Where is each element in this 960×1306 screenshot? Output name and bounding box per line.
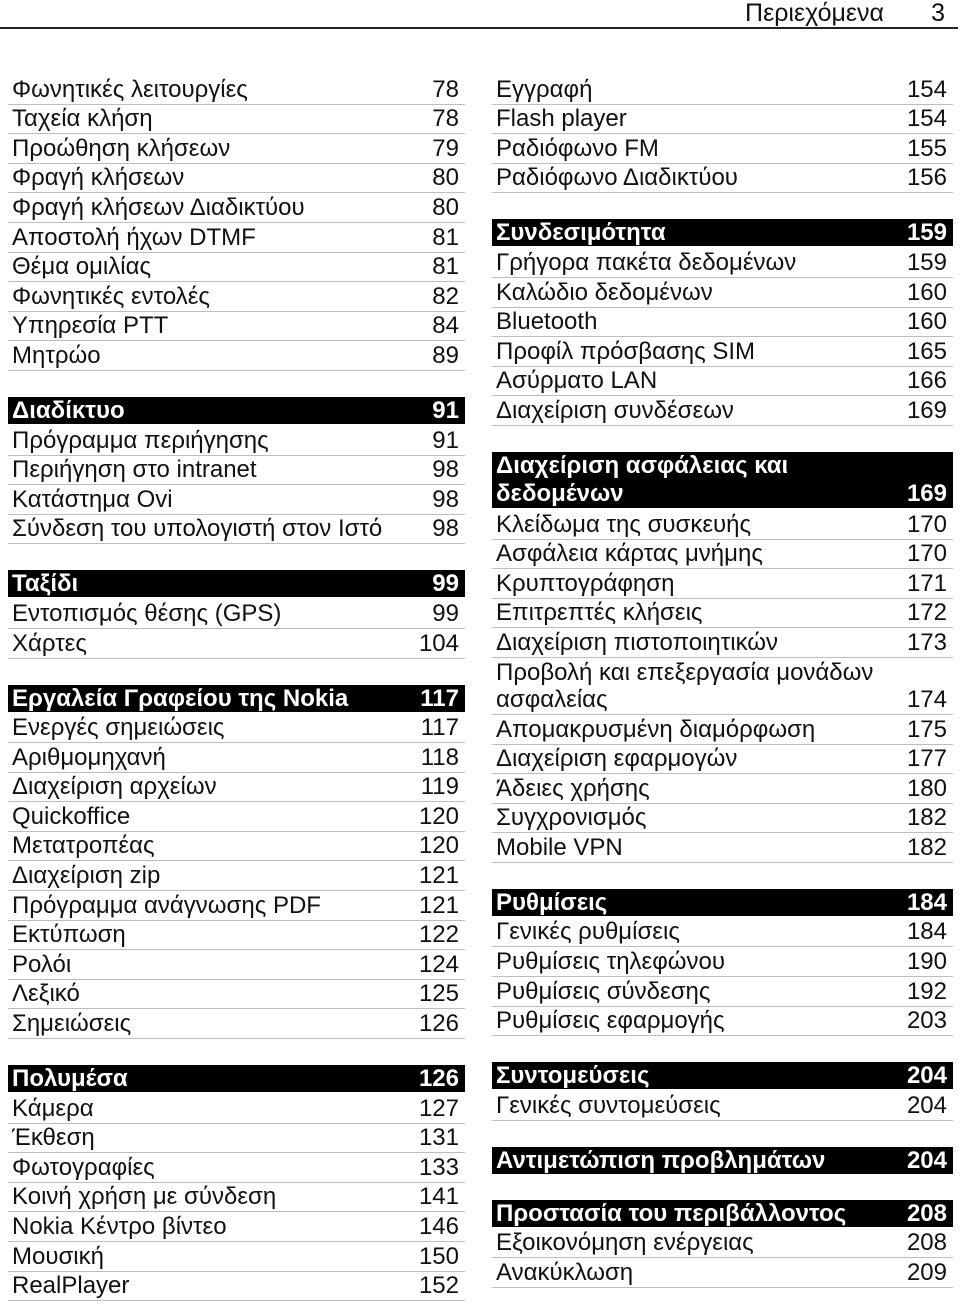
toc-entry-title: Ραδιόφωνο FM [496, 134, 659, 162]
toc-entry [8, 921, 465, 951]
toc-entry-page: 98 [432, 456, 459, 484]
toc-entry [8, 743, 465, 773]
toc-entry [492, 804, 953, 834]
toc-entry [492, 745, 953, 775]
toc-entry-page: 124 [418, 950, 459, 978]
toc-entry-page: 150 [418, 1242, 459, 1270]
toc-entry [492, 248, 953, 278]
toc-entry-title: Κατάστημα Ovi [12, 485, 173, 513]
toc-entry [8, 485, 465, 515]
running-title: Περιεχόμενα [745, 0, 884, 27]
page-number: 3 [931, 0, 945, 27]
toc-entry-title: Κάμερα [12, 1094, 94, 1122]
toc-entry-title: Σύνδεση του υπολογιστή στον Ιστό [12, 515, 383, 543]
toc-entry-page: 117 [420, 714, 459, 742]
toc-entry-page: 173 [906, 628, 947, 656]
toc-entry [8, 599, 465, 629]
toc-entry-title: Κοινή χρήση με σύνδεση [12, 1183, 277, 1211]
toc-entry [492, 1229, 953, 1259]
toc-entry-page: 104 [418, 629, 459, 657]
toc-entry-title: Bluetooth [496, 308, 598, 336]
toc-entry-title: Υπηρεσία PTT [12, 312, 169, 340]
toc-entry [492, 278, 953, 308]
toc-entry [8, 1009, 465, 1039]
toc-group [492, 1147, 953, 1174]
toc-entry [492, 164, 953, 194]
toc-entry [492, 918, 953, 948]
toc-entry-page: 119 [420, 773, 459, 801]
toc-entry-title: Προβολή και επεξεργασία μονάδων ασφαλείας [496, 658, 874, 713]
toc-entry-page: 121 [418, 862, 459, 890]
toc-entry-title: Μητρώο [12, 341, 101, 369]
toc-entry [8, 282, 465, 312]
section-header [8, 570, 465, 597]
toc-entry-page: 98 [432, 515, 459, 543]
toc-entry [8, 1094, 465, 1124]
toc-entry [8, 802, 465, 832]
toc-entry-page: 91 [432, 426, 459, 454]
toc-entry [492, 540, 953, 570]
toc-entry-title: Άδειες χρήσης [496, 774, 650, 802]
toc-entry [8, 164, 465, 194]
toc-entry-page: 184 [906, 918, 947, 946]
toc-entry-title: RealPlayer [12, 1272, 130, 1300]
toc-entry-title: Ρυθμίσεις τηλεφώνου [496, 948, 726, 976]
toc-entry-page: 160 [906, 308, 947, 336]
section-header [8, 397, 465, 424]
toc-entry-title: Ταχεία κλήση [12, 105, 153, 133]
toc-entry [492, 1007, 953, 1037]
toc-entry-title: Διαχείριση αρχείων [12, 773, 217, 801]
toc-entry [492, 599, 953, 629]
toc-entry [8, 75, 465, 105]
toc-entry-page: 126 [418, 1010, 459, 1038]
toc-entry [8, 714, 465, 744]
toc-entry-title: Διαχείριση πιστοποιητικών [496, 628, 779, 656]
toc-entry-title: Φωτογραφίες [12, 1153, 155, 1181]
toc-entry-title: Ρολόι [12, 950, 72, 978]
toc-group [8, 75, 465, 371]
toc-entry-title: Ρυθμίσεις εφαρμογής [496, 1007, 725, 1035]
toc-entry [492, 977, 953, 1007]
toc-group [492, 1200, 953, 1288]
toc-entry-page: 84 [432, 312, 459, 340]
toc-entry-title: Απομακρυσμένη διαμόρφωση [496, 715, 816, 743]
toc-entry-page: 204 [906, 1091, 947, 1119]
section-header [492, 1147, 953, 1174]
toc-entry-title: Αριθμομηχανή [12, 743, 166, 771]
toc-entry-title: Χάρτες [12, 629, 87, 657]
section-title: Συνδεσιμότητα [496, 219, 666, 247]
toc-entry-title: Έκθεση [12, 1124, 95, 1152]
toc-entry-page: 155 [906, 134, 947, 162]
toc-entry [8, 1153, 465, 1183]
section-page: 169 [906, 479, 947, 507]
toc-group [8, 397, 465, 544]
toc-entry [8, 341, 465, 371]
toc-group [492, 1062, 953, 1121]
toc-entry-page: 98 [432, 485, 459, 513]
toc-entry-page: 166 [906, 367, 947, 395]
toc-entry [8, 832, 465, 862]
toc-entry-page: 141 [418, 1183, 459, 1211]
toc-entry-page: 79 [432, 134, 459, 162]
toc-entry-title: Ραδιόφωνο Διαδικτύου [496, 164, 738, 192]
right-column [492, 75, 953, 1288]
toc-entry-title: Ασφάλεια κάρτας μνήμης [496, 540, 763, 568]
toc-entry-title: Γενικές συντομεύσεις [496, 1091, 721, 1119]
toc-entry-title: Περιήγηση στο intranet [12, 456, 257, 484]
toc-group [492, 75, 953, 193]
section-page: 204 [906, 1146, 947, 1174]
toc-entry-title: Πρόγραμμα περιήγησης [12, 426, 269, 454]
toc-entry [8, 134, 465, 164]
toc-entry [492, 1258, 953, 1288]
toc-entry-title: Mobile VPN [496, 833, 623, 861]
toc-entry-page: 182 [906, 804, 947, 832]
toc-entry [8, 456, 465, 486]
toc-entry-page: 120 [418, 802, 459, 830]
section-page: 91 [432, 396, 459, 424]
toc-entry [492, 658, 953, 715]
toc-entry-page: 169 [906, 396, 947, 424]
toc-entry-page: 182 [906, 833, 947, 861]
toc-entry-title: Nokia Κέντρο βίντεο [12, 1213, 227, 1240]
toc-entry-page: 133 [418, 1153, 459, 1181]
toc-entry-page: 172 [906, 599, 947, 627]
toc-entry-title: Ασύρματο LAN [496, 367, 658, 395]
toc-entry-page: 170 [906, 510, 947, 538]
section-header [492, 1200, 953, 1227]
left-column [8, 75, 465, 1301]
toc-entry [492, 105, 953, 135]
toc-entry-page: 208 [906, 1229, 947, 1257]
toc-entry-page: 165 [906, 337, 947, 365]
toc-entry-title: Quickoffice [12, 802, 131, 830]
section-title: Διαδίκτυο [12, 396, 125, 424]
section-header [492, 1062, 953, 1089]
toc-entry-title: Εκτύπωση [12, 921, 126, 949]
toc-entry [492, 947, 953, 977]
toc-group [8, 570, 465, 658]
toc-entry-title: Flash player [496, 105, 627, 133]
toc-entry-title: Λεξικό [12, 980, 80, 1008]
toc-entry-title: Εγγραφή [496, 75, 593, 103]
toc-entry-page: 152 [418, 1272, 459, 1300]
toc-entry-page: 121 [418, 891, 459, 919]
toc-entry-title: Φωνητικές λειτουργίες [12, 75, 248, 103]
toc-entry [492, 715, 953, 745]
toc-entry [8, 629, 465, 659]
toc-entry-title: Σημειώσεις [12, 1010, 132, 1038]
toc-entry [492, 628, 953, 658]
section-header [492, 452, 953, 508]
toc-entry-page: 122 [418, 921, 459, 949]
toc-entry [8, 1124, 465, 1154]
toc-entry-title: Αποστολή ήχων DTMF [12, 223, 256, 251]
toc-entry-page: 82 [432, 282, 459, 310]
toc-entry-page: 81 [432, 253, 459, 281]
toc-entry [8, 1272, 465, 1302]
toc-entry [8, 891, 465, 921]
toc-entry [8, 1212, 465, 1242]
toc-entry [8, 223, 465, 253]
toc-entry-page: 81 [432, 223, 459, 251]
toc-entry [492, 510, 953, 540]
toc-group [492, 452, 953, 863]
section-header [492, 889, 953, 916]
toc-entry-page: 120 [418, 832, 459, 860]
toc-entry [8, 1183, 465, 1213]
toc-entry-title: Πρόγραμμα ανάγνωσης PDF [12, 891, 321, 919]
toc-entry-title: Προφίλ πρόσβασης SIM [496, 337, 756, 365]
toc-entry-page: 127 [418, 1094, 459, 1122]
toc-entry-title: Γενικές ρυθμίσεις [496, 918, 680, 946]
toc-entry-page: 146 [418, 1213, 459, 1240]
section-title: Εργαλεία Γραφείου της Nokia [12, 684, 349, 712]
section-title: Διαχείριση ασφάλειας και δεδομένων [496, 451, 789, 507]
toc-entry-page: 89 [432, 341, 459, 369]
toc-entry-title: Διαχείριση εφαρμογών [496, 745, 738, 773]
toc-entry-page: 174 [906, 685, 947, 713]
toc-entry-page: 160 [906, 278, 947, 306]
toc-entry [8, 515, 465, 545]
section-page: 204 [906, 1062, 947, 1090]
toc-entry-page: 180 [906, 774, 947, 802]
toc-entry-title: Επιτρεπτές κλήσεις [496, 599, 703, 627]
toc-entry-page: 209 [906, 1259, 947, 1287]
section-title: Προστασία του περιβάλλοντος [496, 1199, 847, 1227]
toc-entry [8, 773, 465, 803]
toc-group [8, 1065, 465, 1301]
toc-entry-title: Φραγή κλήσεων Διαδικτύου [12, 193, 305, 221]
toc-entry-title: Γρήγορα πακέτα δεδομένων [496, 248, 797, 276]
toc-entry [492, 337, 953, 367]
toc-entry [492, 833, 953, 863]
toc-group [492, 889, 953, 1036]
toc-entry [8, 980, 465, 1010]
toc-entry-page: 159 [906, 248, 947, 276]
section-page: 99 [432, 570, 459, 598]
toc-entry [8, 1242, 465, 1272]
toc-group [492, 219, 953, 426]
section-page: 208 [906, 1199, 947, 1227]
toc-entry-page: 78 [432, 105, 459, 133]
toc-entry [492, 367, 953, 397]
section-page: 117 [420, 684, 459, 712]
toc-entry-page: 190 [906, 948, 947, 976]
section-title: Ρυθμίσεις [496, 888, 608, 916]
toc-entry-title: Ανακύκλωση [496, 1259, 634, 1287]
toc-entry-title: Κρυπτογράφηση [496, 569, 675, 597]
section-title: Πολυμέσα [12, 1065, 128, 1093]
toc-entry-title: Ρυθμίσεις σύνδεσης [496, 977, 711, 1005]
toc-entry-page: 118 [420, 743, 459, 771]
toc-entry-page: 203 [906, 1007, 947, 1035]
toc-entry [8, 426, 465, 456]
toc-entry-page: 175 [906, 715, 947, 743]
toc-entry [8, 861, 465, 891]
section-title: Ταξίδι [12, 570, 79, 598]
toc-entry [492, 569, 953, 599]
page-header [0, 0, 958, 29]
toc-entry-page: 171 [906, 569, 947, 597]
section-header [8, 685, 465, 712]
toc-entry-title: Μουσική [12, 1242, 104, 1270]
toc-entry-page: 170 [906, 540, 947, 568]
toc-entry-title: Εξοικονόμηση ενέργειας [496, 1229, 754, 1257]
toc-entry [8, 193, 465, 223]
section-header [492, 219, 953, 246]
section-page: 159 [906, 219, 947, 247]
section-page: 184 [906, 888, 947, 916]
toc-entry-title: Καλώδιο δεδομένων [496, 278, 713, 306]
toc-entry [492, 75, 953, 105]
toc-entry-title: Φωνητικές εντολές [12, 282, 210, 310]
toc-entry-title: Εντοπισμός θέσης (GPS) [12, 599, 282, 627]
toc-entry-title: Διαχείριση συνδέσεων [496, 396, 734, 424]
toc-entry-page: 131 [418, 1124, 459, 1152]
toc-entry-title: Κλείδωμα της συσκευής [496, 510, 752, 538]
toc-entry-page: 125 [418, 980, 459, 1008]
toc-entry-page: 156 [906, 164, 947, 192]
toc-entry [8, 105, 465, 135]
toc-entry-page: 78 [432, 75, 459, 103]
toc-entry-page: 80 [432, 193, 459, 221]
toc-entry [492, 308, 953, 338]
toc-entry [8, 253, 465, 283]
toc-entry [492, 774, 953, 804]
toc-entry [8, 312, 465, 342]
toc-entry-page: 99 [432, 599, 459, 627]
toc-entry-title: Μετατροπέας [12, 832, 155, 860]
section-header [8, 1065, 465, 1092]
toc-entry [492, 1091, 953, 1121]
section-title: Συντομεύσεις [496, 1062, 650, 1090]
toc-entry-title: Προώθηση κλήσεων [12, 134, 231, 162]
toc-entry [492, 396, 953, 426]
toc-entry [492, 134, 953, 164]
toc-entry-page: 177 [906, 745, 947, 773]
toc-entry-title: Φραγή κλήσεων [12, 164, 185, 192]
section-title: Αντιμετώπιση προβλημάτων [496, 1146, 826, 1174]
toc-entry-title: Ενεργές σημειώσεις [12, 714, 225, 742]
toc-entry-title: Συγχρονισμός [496, 804, 647, 832]
toc-entry [8, 950, 465, 980]
toc-entry-title: Διαχείριση zip [12, 862, 161, 890]
toc-entry-page: 154 [906, 105, 947, 133]
toc-entry-page: 192 [906, 977, 947, 1005]
toc-group [8, 685, 465, 1040]
toc-entry-page: 80 [432, 164, 459, 192]
section-page: 126 [418, 1065, 459, 1093]
toc-entry-page: 154 [906, 75, 947, 103]
toc-entry-title: Θέμα ομιλίας [12, 253, 152, 281]
